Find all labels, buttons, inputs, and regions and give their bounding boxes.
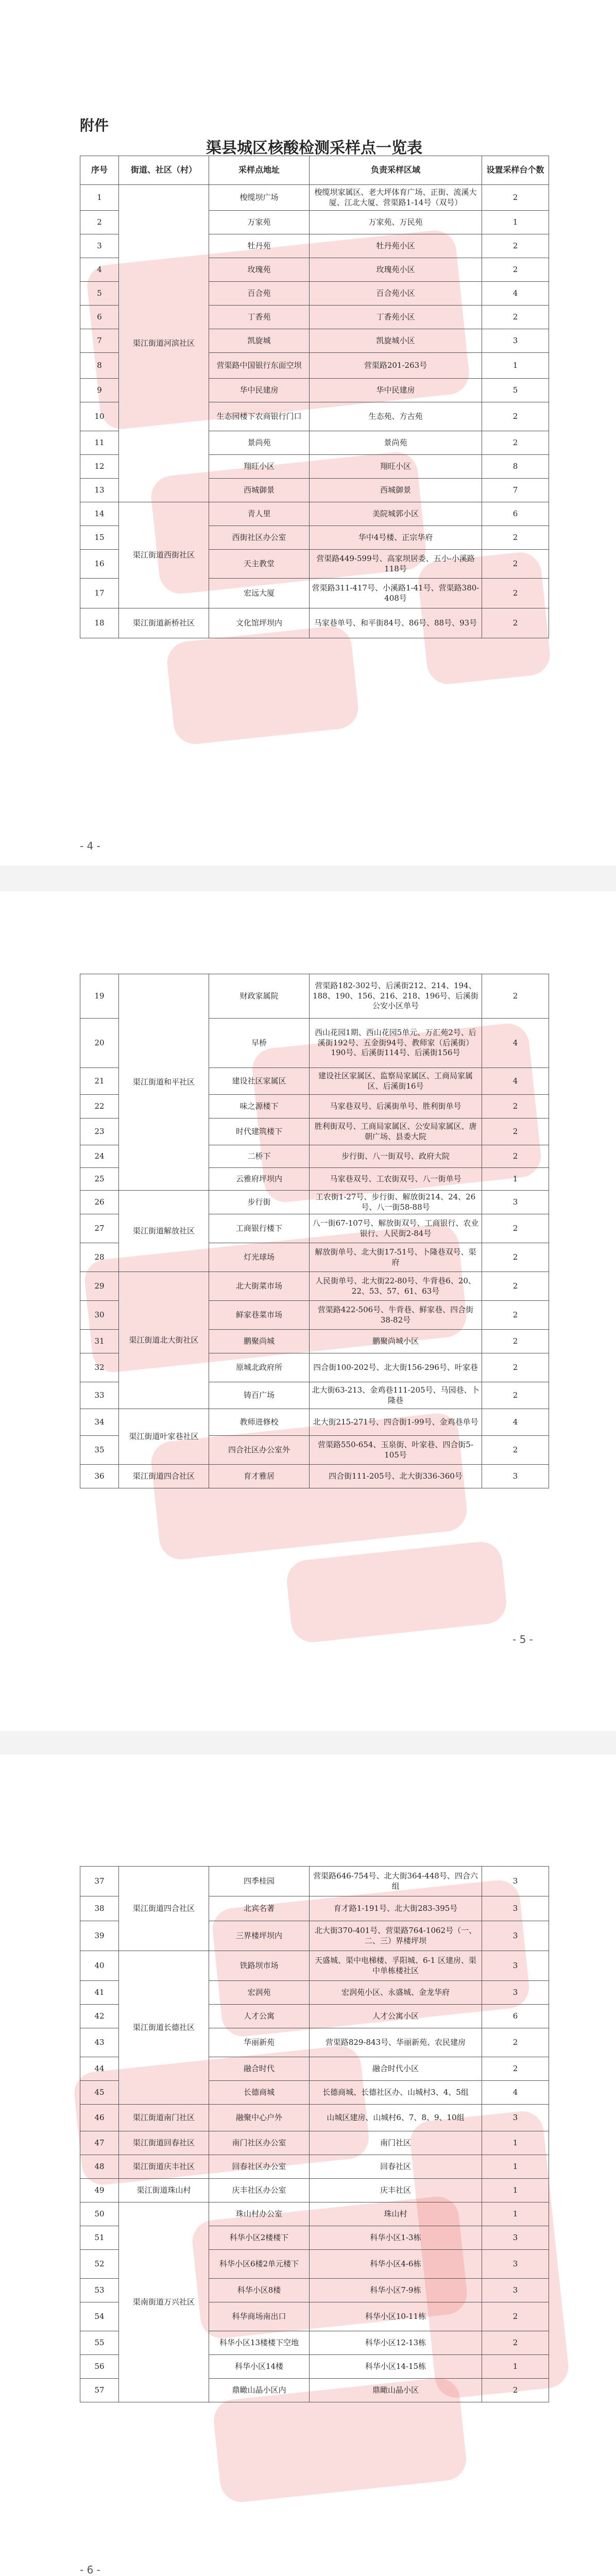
sampling-site-table <box>80 974 549 1488</box>
sampling-area-cell: 玫瑰苑小区 <box>310 258 482 282</box>
header-stations: 设置采样台个数 <box>482 156 549 185</box>
table-row <box>80 2155 549 2179</box>
station-count-cell: 3 <box>482 1867 549 1896</box>
site-address-cell: 鲜家巷菜市场 <box>209 1301 310 1330</box>
station-count-cell: 3 <box>482 2105 549 2131</box>
community-cell: 渠江街道四合社区 <box>119 1867 209 1951</box>
sampling-site-table <box>80 1866 549 2402</box>
station-count-cell: 2 <box>482 1353 549 1382</box>
table-row <box>80 608 549 638</box>
sampling-area-cell: 南门社区 <box>310 2131 482 2155</box>
row-index-cell: 56 <box>80 2355 119 2379</box>
row-index-cell: 37 <box>80 1867 119 1896</box>
document-page-6 <box>0 1755 616 2576</box>
station-count-cell: 2 <box>482 1436 549 1465</box>
row-index-cell: 25 <box>80 1168 119 1191</box>
site-address-cell: 科华小区8楼 <box>209 2279 310 2302</box>
site-address-cell: 原城北政府所 <box>209 1353 310 1382</box>
row-index-cell: 27 <box>80 1214 119 1243</box>
document-title: 渠县城区核酸检测采样点一览表 <box>206 139 422 157</box>
sampling-area-cell: 工农街1-27号、步行街、解放街214、24、26号、八一街58-88号 <box>310 1191 482 1214</box>
site-address-cell: 四季桂园 <box>209 1867 310 1896</box>
sampling-area-cell: 科华小区14-15栋 <box>310 2355 482 2379</box>
site-address-cell: 百合苑 <box>209 282 310 306</box>
site-address-cell: 回春社区办公室 <box>209 2155 310 2179</box>
sampling-area-cell: 鼎瞰山晶小区 <box>310 2379 482 2402</box>
sampling-area-cell: 马家巷双号、后溪街单号、胜利街单号 <box>310 1095 482 1118</box>
row-index-cell: 13 <box>80 479 119 502</box>
site-address-cell: 三界楼坪坝内 <box>209 1921 310 1951</box>
community-cell: 渠江街道四合社区 <box>119 1465 209 1488</box>
sampling-area-cell: 珠山村 <box>310 2202 482 2226</box>
station-count-cell: 3 <box>482 2279 549 2302</box>
row-index-cell: 1 <box>80 185 119 211</box>
row-index-cell: 46 <box>80 2105 119 2131</box>
site-address-cell: 科华小区2楼楼下 <box>209 2226 310 2250</box>
sampling-area-cell: 营渠路311-417号、小溪路1-41号、营渠路380-408号 <box>310 579 482 608</box>
sampling-area-cell: 鹏聚尚城小区 <box>310 1330 482 1353</box>
row-index-cell: 21 <box>80 1068 119 1095</box>
row-index-cell: 34 <box>80 1409 119 1436</box>
station-count-cell: 3 <box>482 1896 549 1921</box>
table-header-row <box>80 156 549 185</box>
row-index-cell: 53 <box>80 2279 119 2302</box>
site-address-cell: 灯光球场 <box>209 1243 310 1272</box>
row-index-cell: 17 <box>80 579 119 608</box>
sampling-area-cell: 西山花园1期、西山花园5单元、万汇苑2号、后溪街192号、五金街94号、教师家（后溪街）190号、后溪街114号、后溪街156号 <box>310 1019 482 1068</box>
site-address-cell: 铸百广场 <box>209 1382 310 1409</box>
row-index-cell: 47 <box>80 2131 119 2155</box>
station-count-cell: 2 <box>482 258 549 282</box>
site-address-cell: 科华小区13楼楼下空地 <box>209 2331 310 2355</box>
station-count-cell: 4 <box>482 282 549 306</box>
sampling-area-cell: 华中民建房 <box>310 379 482 402</box>
row-index-cell: 49 <box>80 2179 119 2202</box>
sampling-area-cell: 营渠路550-654、玉泉街、叶家巷、四合街5-105号 <box>310 1436 482 1465</box>
station-count-cell: 5 <box>482 379 549 402</box>
station-count-cell: 2 <box>482 608 549 638</box>
sampling-area-cell: 营渠路182-302号、后溪街212、214、194、188、190、156、216、218、196号、后溪街公安小区单号 <box>310 974 482 1019</box>
station-count-cell: 2 <box>482 1095 549 1118</box>
sampling-area-cell: 山城区建房、山城村6、7、8、9、10组 <box>310 2105 482 2131</box>
site-address-cell: 铁路坝市场 <box>209 1951 310 1981</box>
sampling-area-cell: 步行街、八一街双号、政府大院 <box>310 1145 482 1168</box>
sampling-area-cell: 育才路1-191号、北大街283-395号 <box>310 1896 482 1921</box>
site-address-cell: 华丽新苑 <box>209 2028 310 2057</box>
site-address-cell: 翔旺小区 <box>209 455 310 479</box>
station-count-cell: 7 <box>482 479 549 502</box>
sampling-area-cell: 科华小区7-9栋 <box>310 2279 482 2302</box>
sampling-area-cell: 长德商城、长德社区办、山城村3、4、5组 <box>310 2081 482 2105</box>
row-index-cell: 19 <box>80 974 119 1019</box>
table-row <box>80 2131 549 2155</box>
row-index-cell: 51 <box>80 2226 119 2250</box>
site-address-cell: 工商银行楼下 <box>209 1214 310 1243</box>
station-count-cell: 2 <box>482 2379 549 2402</box>
site-address-cell: 天主教堂 <box>209 550 310 579</box>
sampling-area-cell: 翔旺小区 <box>310 455 482 479</box>
row-index-cell: 5 <box>80 282 119 306</box>
station-count-cell: 3 <box>482 2250 549 2279</box>
row-index-cell: 23 <box>80 1118 119 1145</box>
sampling-area-cell: 人民街单号、北大街22-80号、牛背巷6、20、22、53、57、61、63号 <box>310 1272 482 1301</box>
station-count-cell: 3 <box>482 1191 549 1214</box>
station-count-cell: 1 <box>482 2355 549 2379</box>
row-index-cell: 16 <box>80 550 119 579</box>
community-cell: 渠江街道叶家巷社区 <box>119 1409 209 1465</box>
row-index-cell: 55 <box>80 2331 119 2355</box>
site-address-cell: 营渠路中国银行东面空坝 <box>209 353 310 379</box>
community-cell: 渠江街道新桥社区 <box>119 608 209 638</box>
station-count-cell: 2 <box>482 1243 549 1272</box>
site-address-cell: 玫瑰苑 <box>209 258 310 282</box>
site-address-cell: 文化馆坪坝内 <box>209 608 310 638</box>
row-index-cell: 7 <box>80 329 119 353</box>
row-index-cell: 18 <box>80 608 119 638</box>
row-index-cell: 45 <box>80 2081 119 2105</box>
community-cell: 渠江街道西街社区 <box>119 502 209 608</box>
community-cell: 渠江街道北大街社区 <box>119 1272 209 1409</box>
station-count-cell: 2 <box>482 1214 549 1243</box>
station-count-cell: 3 <box>482 1981 549 2005</box>
sampling-area-cell: 百合苑小区 <box>310 282 482 306</box>
site-address-cell: 鹏聚尚城 <box>209 1330 310 1353</box>
site-address-cell: 牡丹苑 <box>209 234 310 258</box>
document-page-5 <box>0 891 616 1731</box>
site-address-cell: 宏远大厦 <box>209 579 310 608</box>
community-cell: 渠江街道珠山村 <box>119 2179 209 2202</box>
sampling-area-cell: 营渠路422-506号、牛背巷、鲜家巷、四合街38-82号 <box>310 1301 482 1330</box>
site-address-cell: 珠山村办公室 <box>209 2202 310 2226</box>
station-count-cell: 2 <box>482 1301 549 1330</box>
sampling-area-cell: 科华小区12-13栋 <box>310 2331 482 2355</box>
row-index-cell: 43 <box>80 2028 119 2057</box>
sampling-area-cell: 北大街215-271号、四合街1-99号、金鸡巷单号 <box>310 1409 482 1436</box>
station-count-cell: 4 <box>482 1068 549 1095</box>
site-address-cell: 科华小区14楼 <box>209 2355 310 2379</box>
site-address-cell: 长德商城 <box>209 2081 310 2105</box>
sampling-area-cell: 牡丹苑小区 <box>310 234 482 258</box>
sampling-area-cell: 凯旋城小区 <box>310 329 482 353</box>
station-count-cell: 2 <box>482 526 549 550</box>
row-index-cell: 9 <box>80 379 119 402</box>
sampling-area-cell: 营渠路201-263号 <box>310 353 482 379</box>
station-count-cell: 2 <box>482 1118 549 1145</box>
sampling-area-cell: 回春社区 <box>310 2155 482 2179</box>
station-count-cell: 2 <box>482 1382 549 1409</box>
sampling-area-cell: 人才公寓小区 <box>310 2005 482 2028</box>
sampling-area-cell: 西城御景 <box>310 479 482 502</box>
sampling-area-cell: 马家巷单号、和平街84号、86号、88号、93号 <box>310 608 482 638</box>
station-count-cell: 2 <box>482 1272 549 1301</box>
site-address-cell: 西城御景 <box>209 479 310 502</box>
site-address-cell: 华中民建房 <box>209 379 310 402</box>
site-address-cell: 步行街 <box>209 1191 310 1214</box>
station-count-cell: 4 <box>482 1409 549 1436</box>
station-count-cell: 2 <box>482 2028 549 2057</box>
site-address-cell: 融聚中心户外 <box>209 2105 310 2131</box>
header-site: 采样点地址 <box>209 156 310 185</box>
station-count-cell: 3 <box>482 1921 549 1951</box>
station-count-cell: 2 <box>482 234 549 258</box>
site-address-cell: 南门社区办公室 <box>209 2131 310 2155</box>
community-cell: 渠南街道万兴社区 <box>119 2202 209 2402</box>
sampling-area-cell: 科华小区10-11栋 <box>310 2302 482 2331</box>
document-page-4 <box>0 0 616 866</box>
table-row <box>80 1465 549 1488</box>
header-index: 序号 <box>80 156 119 185</box>
table-row <box>80 185 549 211</box>
community-cell: 渠江街道庆丰社区 <box>119 2155 209 2179</box>
station-count-cell: 1 <box>482 353 549 379</box>
site-address-cell: 早桥 <box>209 1019 310 1068</box>
sampling-area-cell: 北大街63-213、金鸡巷111-205号、马园巷、卜隆巷 <box>310 1382 482 1409</box>
sampling-area-cell: 营渠路646-754号、北大街364-448号、四合六组 <box>310 1867 482 1896</box>
site-address-cell: 丁香苑 <box>209 306 310 329</box>
table-row <box>80 1951 549 1981</box>
site-address-cell: 科华小区6楼2单元楼下 <box>209 2250 310 2279</box>
sampling-area-cell: 解放街单号、北大街17-51号、卜隆巷双号、渠府 <box>310 1243 482 1272</box>
page-number: - 6 - <box>80 2564 100 2576</box>
site-address-cell: 二桥下 <box>209 1145 310 1168</box>
site-address-cell: 科华商场南出口 <box>209 2302 310 2331</box>
site-address-cell: 凯旋城 <box>209 329 310 353</box>
site-address-cell: 财政家属院 <box>209 974 310 1019</box>
row-index-cell: 33 <box>80 1382 119 1409</box>
site-address-cell: 景尚苑 <box>209 431 310 455</box>
sampling-area-cell: 美院城郭小区 <box>310 502 482 526</box>
station-count-cell: 1 <box>482 2131 549 2155</box>
site-address-cell: 人才公寓 <box>209 2005 310 2028</box>
row-index-cell: 44 <box>80 2057 119 2081</box>
sampling-area-cell: 四合街111-205号、北大街336-360号 <box>310 1465 482 1488</box>
site-address-cell: 育才雅居 <box>209 1465 310 1488</box>
row-index-cell: 15 <box>80 526 119 550</box>
site-address-cell: 宏润苑 <box>209 1981 310 2005</box>
row-index-cell: 26 <box>80 1191 119 1214</box>
site-address-cell: 庆丰社区办公室 <box>209 2179 310 2202</box>
site-address-cell: 北宾名著 <box>209 1896 310 1921</box>
sampling-area-cell: 生态苑、方古苑 <box>310 402 482 431</box>
station-count-cell: 6 <box>482 502 549 526</box>
row-index-cell: 10 <box>80 402 119 431</box>
row-index-cell: 35 <box>80 1436 119 1465</box>
site-address-cell: 西街社区办公室 <box>209 526 310 550</box>
row-index-cell: 28 <box>80 1243 119 1272</box>
station-count-cell: 3 <box>482 1951 549 1981</box>
community-cell: 渠江街道长德社区 <box>119 1951 209 2105</box>
station-count-cell: 1 <box>482 2179 549 2202</box>
station-count-cell: 1 <box>482 211 549 234</box>
row-index-cell: 41 <box>80 1981 119 2005</box>
station-count-cell: 3 <box>482 329 549 353</box>
row-index-cell: 29 <box>80 1272 119 1301</box>
site-address-cell: 云雅府坪坝内 <box>209 1168 310 1191</box>
station-count-cell: 2 <box>482 2302 549 2331</box>
site-address-cell: 四合社区办公室外 <box>209 1436 310 1465</box>
table-row <box>80 1272 549 1301</box>
row-index-cell: 57 <box>80 2379 119 2402</box>
row-index-cell: 24 <box>80 1145 119 1168</box>
sampling-area-cell: 胜利街双号、工商局家属区、公安局家属区、唐朝广场、县委大院 <box>310 1118 482 1145</box>
station-count-cell: 2 <box>482 402 549 431</box>
row-index-cell: 50 <box>80 2202 119 2226</box>
station-count-cell: 2 <box>482 974 549 1019</box>
station-count-cell: 3 <box>482 2226 549 2250</box>
sampling-area-cell: 科华小区4-6栋 <box>310 2250 482 2279</box>
station-count-cell: 2 <box>482 306 549 329</box>
sampling-area-cell: 营渠路829-843号、华丽新苑、农民建房 <box>310 2028 482 2057</box>
site-address-cell: 生态园楼下农商银行门口 <box>209 402 310 431</box>
site-address-cell: 梭缆坝广场 <box>209 185 310 211</box>
row-index-cell: 2 <box>80 211 119 234</box>
station-count-cell: 4 <box>482 1019 549 1068</box>
site-address-cell: 万家苑 <box>209 211 310 234</box>
table-row <box>80 1867 549 1896</box>
sampling-area-cell: 天盛城、渠中电梯楼、孚阳城、6-1 区建房、渠中单栋楼社区 <box>310 1951 482 1981</box>
row-index-cell: 32 <box>80 1353 119 1382</box>
row-index-cell: 30 <box>80 1301 119 1330</box>
station-count-cell: 2 <box>482 185 549 211</box>
station-count-cell: 1 <box>482 1168 549 1191</box>
table-row <box>80 2105 549 2131</box>
row-index-cell: 3 <box>80 234 119 258</box>
site-address-cell: 味之源楼下 <box>209 1095 310 1118</box>
row-index-cell: 42 <box>80 2005 119 2028</box>
site-address-cell: 时代建筑楼下 <box>209 1118 310 1145</box>
sampling-area-cell: 丁香苑小区 <box>310 306 482 329</box>
page-number: - 5 - <box>512 1633 533 1646</box>
attachment-label: 附件 <box>80 117 109 134</box>
sampling-area-cell: 融合时代小区 <box>310 2057 482 2081</box>
row-index-cell: 40 <box>80 1951 119 1981</box>
row-index-cell: 22 <box>80 1095 119 1118</box>
site-address-cell: 融合时代 <box>209 2057 310 2081</box>
row-index-cell: 48 <box>80 2155 119 2179</box>
sampling-area-cell: 华中4号楼、正宗华府 <box>310 526 482 550</box>
site-address-cell: 鼎瞰山晶小区内 <box>209 2379 310 2402</box>
table-row <box>80 2179 549 2202</box>
sampling-area-cell: 科华小区1-3栋 <box>310 2226 482 2250</box>
row-index-cell: 11 <box>80 431 119 455</box>
station-count-cell: 2 <box>482 1330 549 1353</box>
station-count-cell: 4 <box>482 2081 549 2105</box>
row-index-cell: 38 <box>80 1896 119 1921</box>
community-cell: 渠江街道南门社区 <box>119 2105 209 2131</box>
station-count-cell: 1 <box>482 2202 549 2226</box>
sampling-area-cell: 建设社区家属区、监察局家属区、工商局家属区、后溪街16号 <box>310 1068 482 1095</box>
watermark-stain <box>285 1539 508 1644</box>
station-count-cell: 2 <box>482 2331 549 2355</box>
row-index-cell: 31 <box>80 1330 119 1353</box>
community-cell: 渠江街道和平社区 <box>119 974 209 1191</box>
row-index-cell: 6 <box>80 306 119 329</box>
community-cell: 渠江街道解放社区 <box>119 1191 209 1272</box>
table-row <box>80 1409 549 1436</box>
sampling-area-cell: 庆丰社区 <box>310 2179 482 2202</box>
sampling-area-cell: 八一街67-107号、解放街双号、工商银行、农业银行、人民街2-84号 <box>310 1214 482 1243</box>
sampling-area-cell: 四合街100-202号、北大街156-296号、叶家巷 <box>310 1353 482 1382</box>
table-row <box>80 502 549 526</box>
station-count-cell: 6 <box>482 2005 549 2028</box>
station-count-cell: 1 <box>482 2155 549 2179</box>
row-index-cell: 12 <box>80 455 119 479</box>
header-community: 街道、社区（村） <box>119 156 209 185</box>
sampling-area-cell: 梭缆坝家属区、老大坪体育广场、正街、流溪大厦、江北大厦、营渠路1-14号（双号） <box>310 185 482 211</box>
row-index-cell: 4 <box>80 258 119 282</box>
row-index-cell: 52 <box>80 2250 119 2279</box>
sampling-area-cell: 北大街370-401号、营渠路764-1062号（一、二、三）界楼坪坝 <box>310 1921 482 1951</box>
site-address-cell: 青人里 <box>209 502 310 526</box>
header-area: 负责采样区域 <box>310 156 482 185</box>
site-address-cell: 建设社区家属区 <box>209 1068 310 1095</box>
row-index-cell: 14 <box>80 502 119 526</box>
row-index-cell: 54 <box>80 2302 119 2331</box>
station-count-cell: 8 <box>482 455 549 479</box>
sampling-area-cell: 景尚苑 <box>310 431 482 455</box>
community-cell: 渠江街道回春社区 <box>119 2131 209 2155</box>
row-index-cell: 36 <box>80 1465 119 1488</box>
watermark-stain <box>165 624 361 747</box>
row-index-cell: 8 <box>80 353 119 379</box>
table-row <box>80 974 549 1019</box>
station-count-cell: 2 <box>482 579 549 608</box>
site-address-cell: 北大街菜市场 <box>209 1272 310 1301</box>
station-count-cell: 3 <box>482 1465 549 1488</box>
station-count-cell: 2 <box>482 550 549 579</box>
station-count-cell: 2 <box>482 2057 549 2081</box>
table-row <box>80 2202 549 2226</box>
page-number: - 4 - <box>80 840 100 852</box>
community-cell: 渠江街道河滨社区 <box>119 185 209 502</box>
station-count-cell: 2 <box>482 1145 549 1168</box>
sampling-site-table <box>80 156 549 638</box>
row-index-cell: 39 <box>80 1921 119 1951</box>
sampling-area-cell: 马家巷双号、工农街双号、八一街单号 <box>310 1168 482 1191</box>
row-index-cell: 20 <box>80 1019 119 1068</box>
station-count-cell: 2 <box>482 431 549 455</box>
sampling-area-cell: 宏润苑小区、永盛城、金龙华府 <box>310 1981 482 2005</box>
sampling-area-cell: 万家苑、万民苑 <box>310 211 482 234</box>
sampling-area-cell: 营渠路449-599号、高家坝居委、五小-小溪路118号 <box>310 550 482 579</box>
table-row <box>80 1191 549 1214</box>
site-address-cell: 教师进修校 <box>209 1409 310 1436</box>
